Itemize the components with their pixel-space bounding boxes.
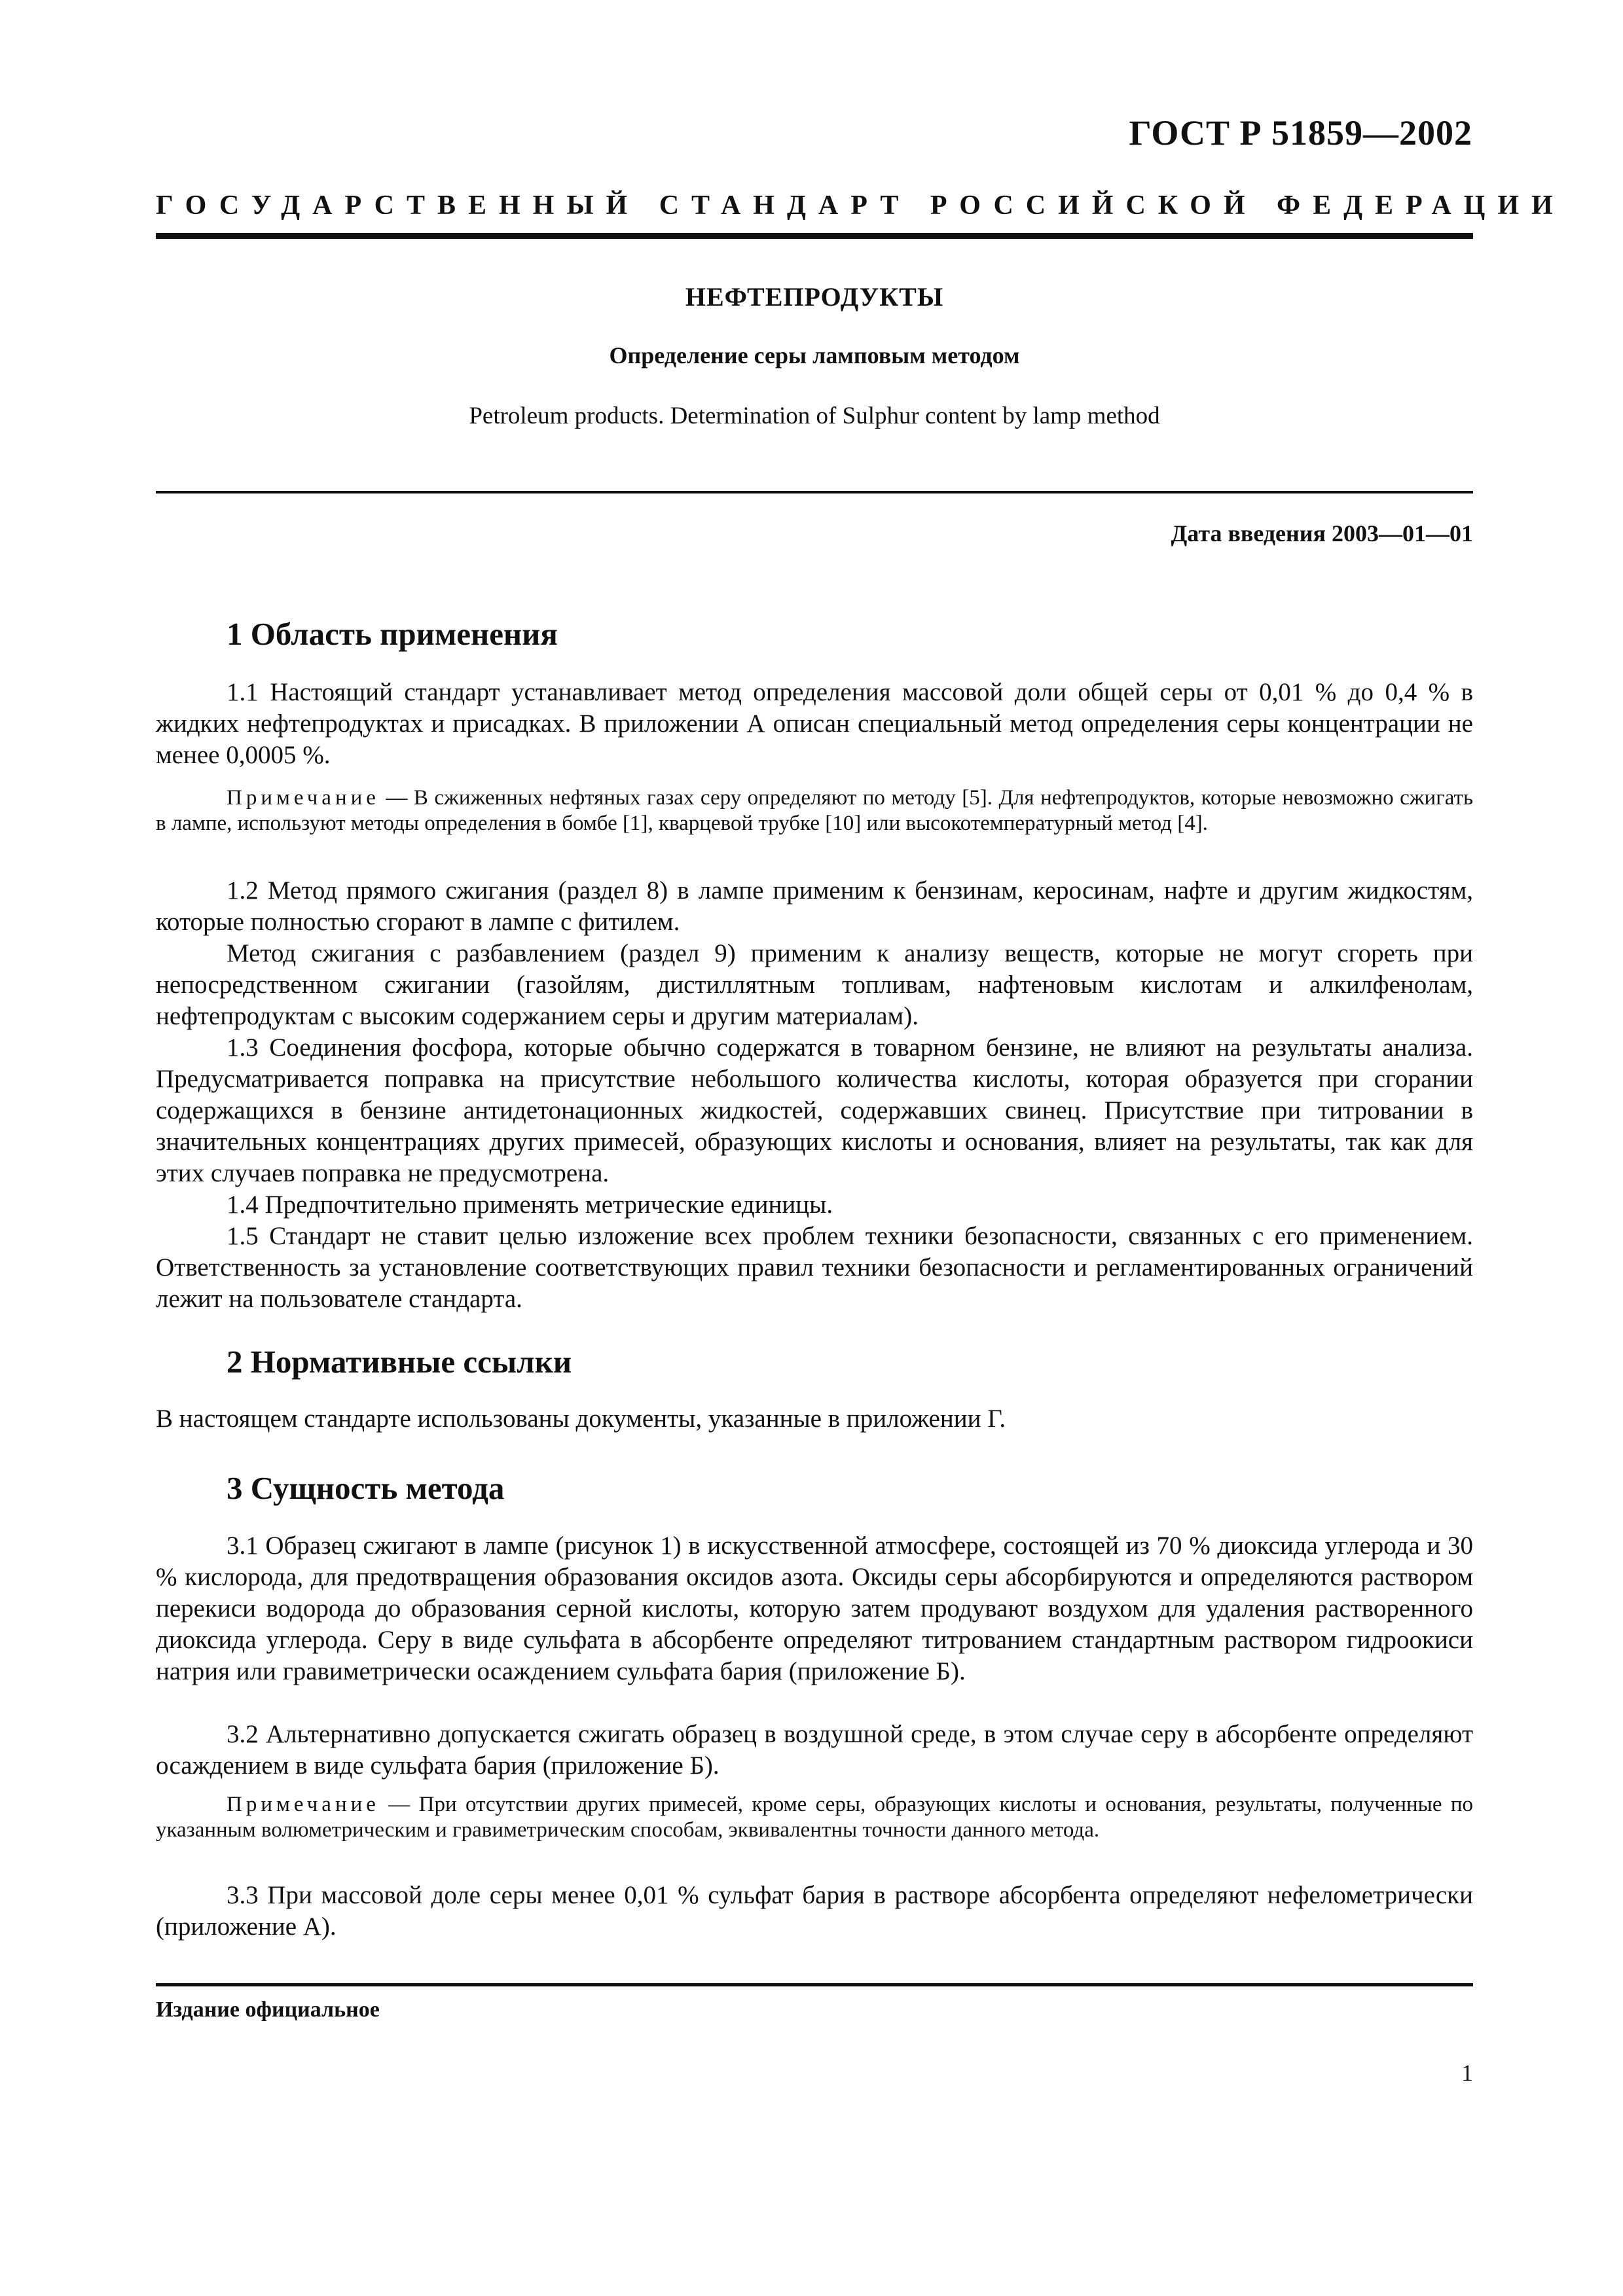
intro-date: Дата введения 2003—01—01 xyxy=(1171,520,1473,547)
paragraph-1-3: 1.3 Соединения фосфора, которые обычно содержатся в товарном бензине, не влияют на результаты анализа. Предусматривается поправка на присутствие небольшого количества кислоты, которая образуется при сгорании содержащихся в бензине антидетонационных жидкостей, содержавших свинец. Присутствие при титровании в значительных концентрациях других примесей, образующих кислоты и основания, влияет на результаты, так как для этих случаев поправка не предусмотрена. xyxy=(156,1033,1473,1187)
note-1 xyxy=(156,785,1473,836)
paragraph-1-4: 1.4 Предпочтительно применять метрические единицы. xyxy=(227,1191,833,1219)
note-2 xyxy=(156,1792,1473,1843)
paragraph-3-3: 3.3 При массовой доле серы менее 0,01 % сульфат бария в растворе абсорбента определяют нефелометрически (приложение А). xyxy=(156,1881,1473,1941)
document-title: НЕФТЕПРОДУКТЫ xyxy=(685,282,944,312)
header-divider xyxy=(156,233,1473,239)
paragraph-3-1: 3.1 Образец сжигают в лампе (рисунок 1) в искусственной атмосфере, состоящей из 70 % диоксида углерода и 30 % кислорода, для предотвращения образования оксидов азота. Оксиды серы абсорбируются и определяются раствором перекиси водорода до образования серной кислоты, которую затем продувают воздухом для удаления растворенного диоксида углерода. Серу в виде сульфата в абсорбенте определяют титрованием стандартным раствором гидроокиси натрия или гравиметрически осаждением сульфата бария (приложение Б). xyxy=(156,1532,1473,1685)
section-3-heading: 3 Сущность метода xyxy=(227,1470,505,1506)
standard-code: ГОСТ Р 51859—2002 xyxy=(1129,113,1472,152)
paragraph-3-2: 3.2 Альтернативно допускается сжигать образец в воздушной среде, в этом случае серу в абсорбенте определяют осаждением в виде сульфата бария (приложение Б). xyxy=(156,1720,1473,1780)
page-number: 1 xyxy=(1461,2060,1473,2086)
note-text: — В сжиженных нефтяных газах серу определяют по методу [5]. Для нефтепродуктов, которые невозможно сжигать в лампе, используют методы определения в бомбе [1], кварцевой трубке [10] или высокотемпературный метод [4]. xyxy=(156,786,1473,835)
title-divider xyxy=(156,491,1473,493)
note-text: — При отсутствии других примесей, кроме серы, образующих кислоты и основания, результаты, полученные по указанным волюметрическим и гравиметрическим способам, эквивалентны точности данного метода. xyxy=(156,1793,1473,1842)
publication-label: Издание официальное xyxy=(156,1998,380,2022)
english-title: Petroleum products. Determination of Sulphur content by lamp method xyxy=(469,403,1160,429)
paragraph-1-2: 1.2 Метод прямого сжигания (раздел 8) в лампе применим к бензинам, керосинам, нафте и другим жидкостям, которые полностью сгорают в лампе с фитилем. xyxy=(156,876,1473,936)
note-label: Примечание xyxy=(227,1793,380,1816)
paragraph-1-5: 1.5 Стандарт не ставит целью изложение всех проблем техники безопасности, связанных с его применением. Ответственность за установление соответствующих правил техники безопасности и регламентированных ограничений лежит на пользователе стандарта. xyxy=(156,1222,1473,1313)
section-1-heading: 1 Область применения xyxy=(227,616,558,652)
state-standard-line: ГОСУДАРСТВЕННЫЙ СТАНДАРТ РОССИЙСКОЙ ФЕДЕРАЦИИ xyxy=(156,190,1565,221)
paragraph-2: В настоящем стандарте использованы документы, указанные в приложении Г. xyxy=(156,1405,1006,1433)
paragraph-1-1: 1.1 Настоящий стандарт устанавливает метод определения массовой доли общей серы от 0,01 % до 0,4 % в жидких нефтепродуктах и присадках. В приложении А описан специальный метод определения серы концентрации не менее 0,0005 %. xyxy=(156,678,1473,769)
document-subtitle: Определение серы ламповым методом xyxy=(609,342,1020,368)
note-label: Примечание xyxy=(227,786,380,810)
paragraph-1-2-dilution: Метод сжигания с разбавлением (раздел 9) применим к анализу веществ, которые не могут сгореть при непосредственном сжигании (газойлям, дистиллятным топливам, нафтеновым кислотам и алкилфенолам, нефтепродуктам с высоким содержанием серы и другим материалам). xyxy=(156,939,1473,1030)
footer-divider xyxy=(156,1983,1473,1986)
section-2-heading: 2 Нормативные ссылки xyxy=(227,1344,572,1380)
